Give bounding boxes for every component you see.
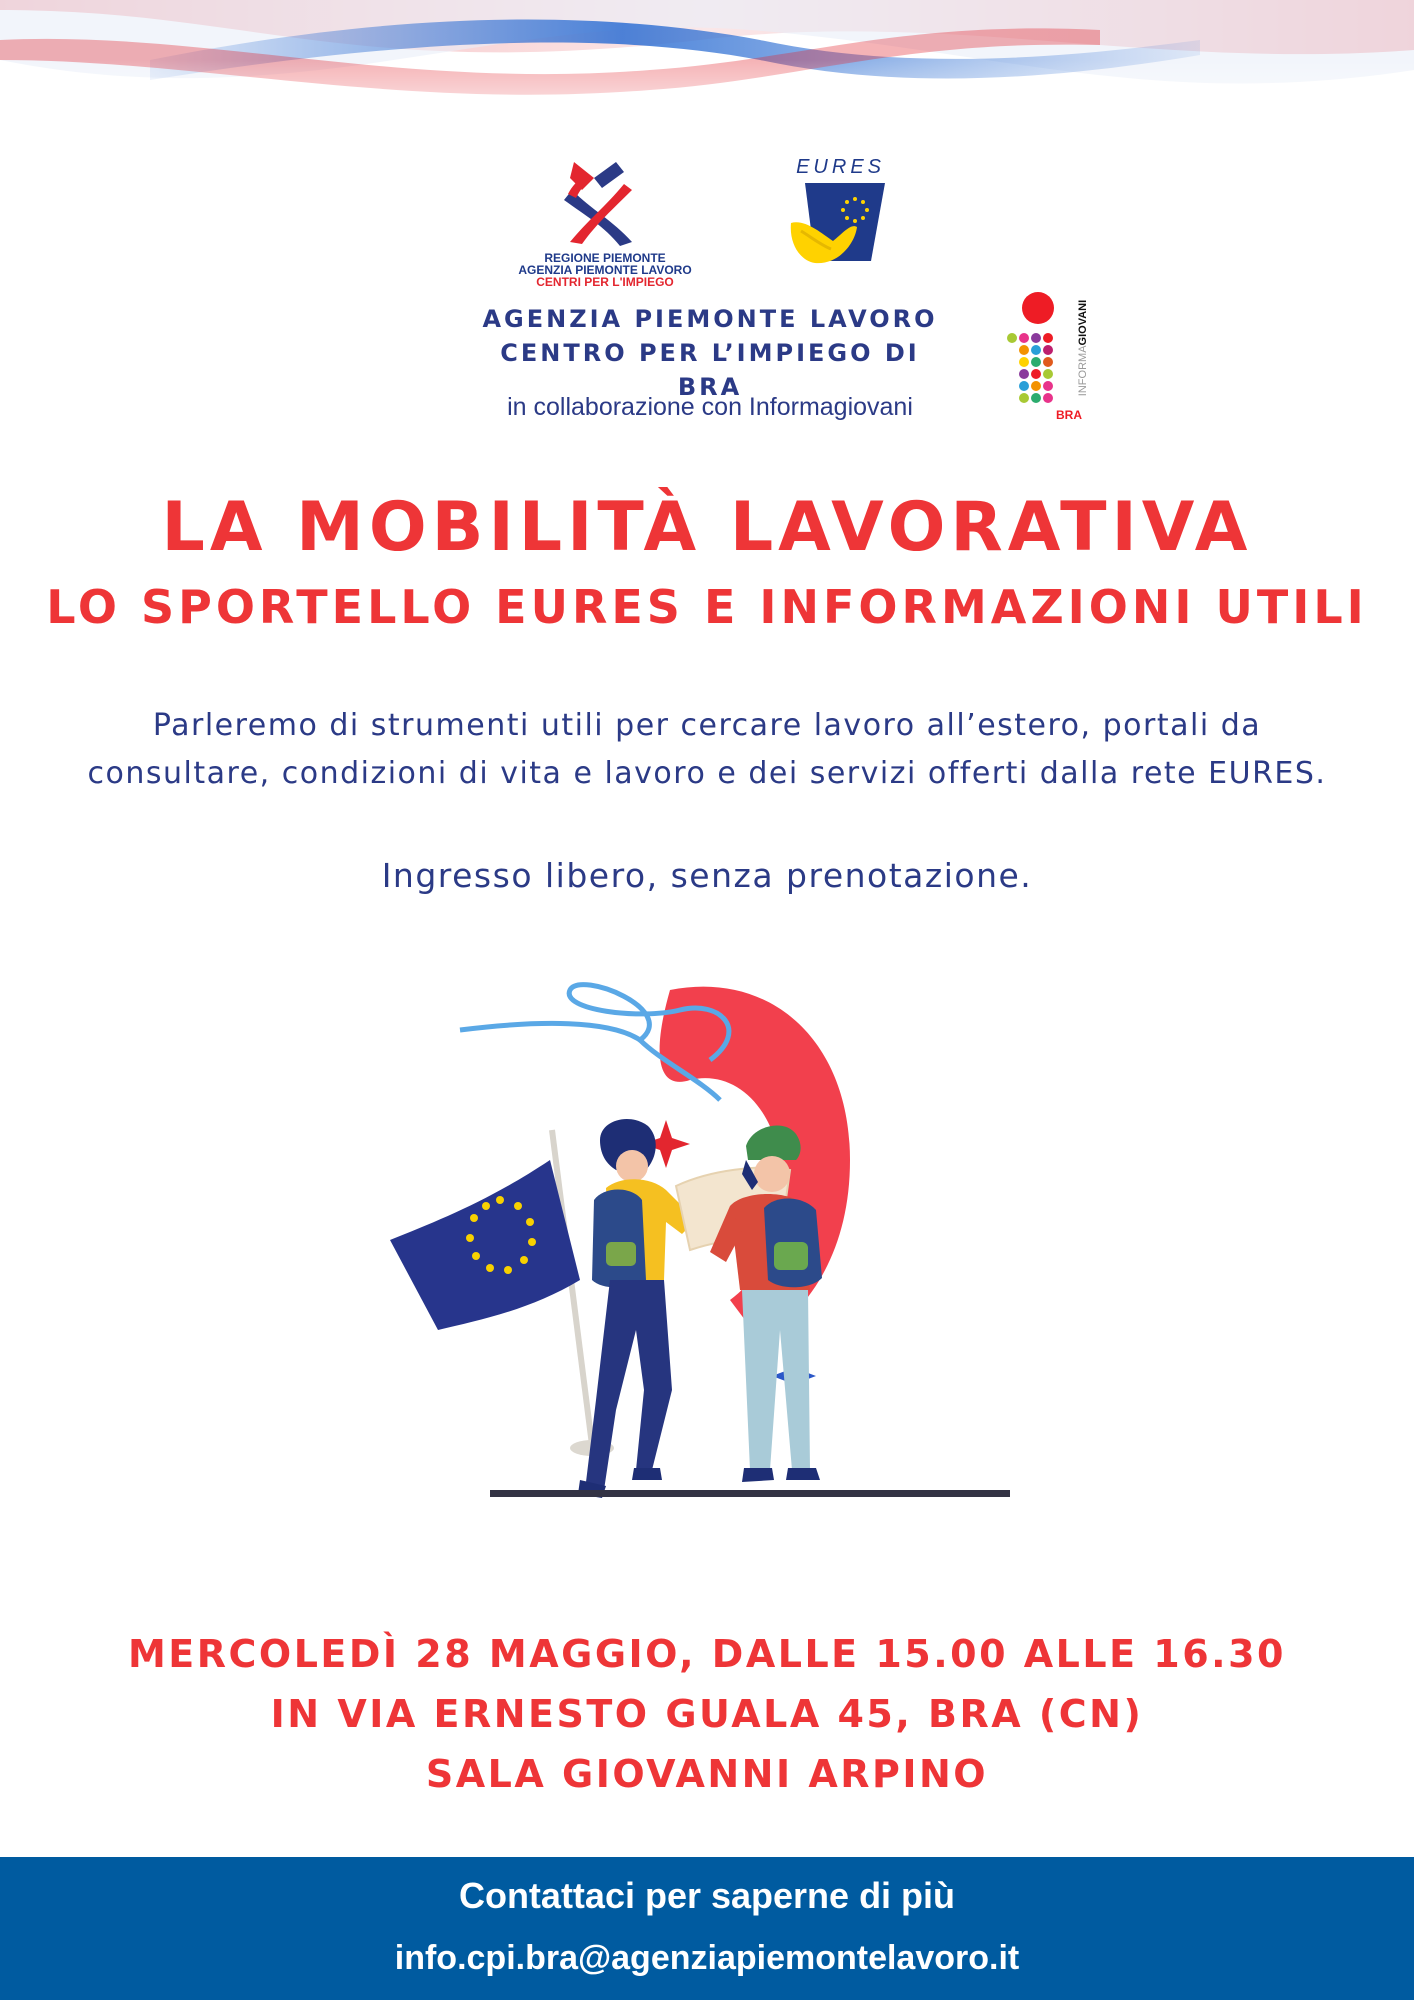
contact-footer [0, 1857, 1414, 2000]
agency-name: AGENZIA PIEMONTE LAVORO [482, 305, 938, 333]
regione-piemonte-emblem-icon [512, 150, 698, 248]
regione-logo-line1: REGIONE PIEMONTE [544, 251, 666, 265]
contact-label: Contattaci per saperne di più [458, 1875, 956, 1916]
informagiovani-logo [1004, 292, 1114, 424]
travel-illustration [380, 950, 1020, 1570]
eures-logo-label: EURES [796, 156, 885, 178]
eures-logo [785, 156, 895, 276]
sub-title: LO SPORTELLO EURES E INFORMAZIONI UTILI [46, 580, 1368, 634]
informagiovani-dots-icon [1004, 292, 1064, 412]
informagiovani-word-b: GIOVANI [1077, 299, 1089, 346]
agency-block [470, 302, 950, 404]
header-wave [0, 0, 1414, 140]
informagiovani-city: BRA [1056, 408, 1082, 422]
regione-logo-line3: CENTRI PER L'IMPIEGO [536, 275, 674, 289]
description [0, 702, 1414, 798]
eures-emblem-icon [785, 179, 895, 279]
contact-email-link[interactable]: info.cpi.bra@agenziapiemontelavoro.it [394, 1939, 1020, 1977]
description-line2: consultare, condizioni di vita e lavoro e dei servizi offerti dalla rete EURES. [87, 756, 1327, 791]
backpack-blue-icon [592, 1190, 646, 1288]
main-title: LA MOBILITÀ LAVORATIVA [161, 488, 1253, 567]
collaboration-text: in collaborazione con Informagiovani [507, 393, 913, 421]
event-address: IN VIA ERNESTO GUALA 45, BRA (CN) [270, 1692, 1144, 1736]
description-line1: Parleremo di strumenti utili per cercare lavoro all’estero, portali da [152, 708, 1262, 743]
informagiovani-word-a: INFORMA [1077, 345, 1089, 397]
event-info [0, 1624, 1414, 1804]
traveler-woman [578, 1119, 696, 1498]
ground-line [490, 1490, 1010, 1497]
event-date: MERCOLEDÌ 28 MAGGIO, DALLE 15.00 ALLE 16.30 [127, 1632, 1286, 1676]
eu-flag-icon [390, 1160, 580, 1330]
event-room: SALA GIOVANNI ARPINO [425, 1752, 989, 1796]
regione-piemonte-logo [512, 150, 698, 290]
regione-logo-line2: AGENZIA PIEMONTE LAVORO [518, 263, 692, 277]
entry-note: Ingresso libero, senza prenotazione. [381, 856, 1033, 895]
agency-office: CENTRO PER L’IMPIEGO DI BRA [500, 339, 920, 401]
